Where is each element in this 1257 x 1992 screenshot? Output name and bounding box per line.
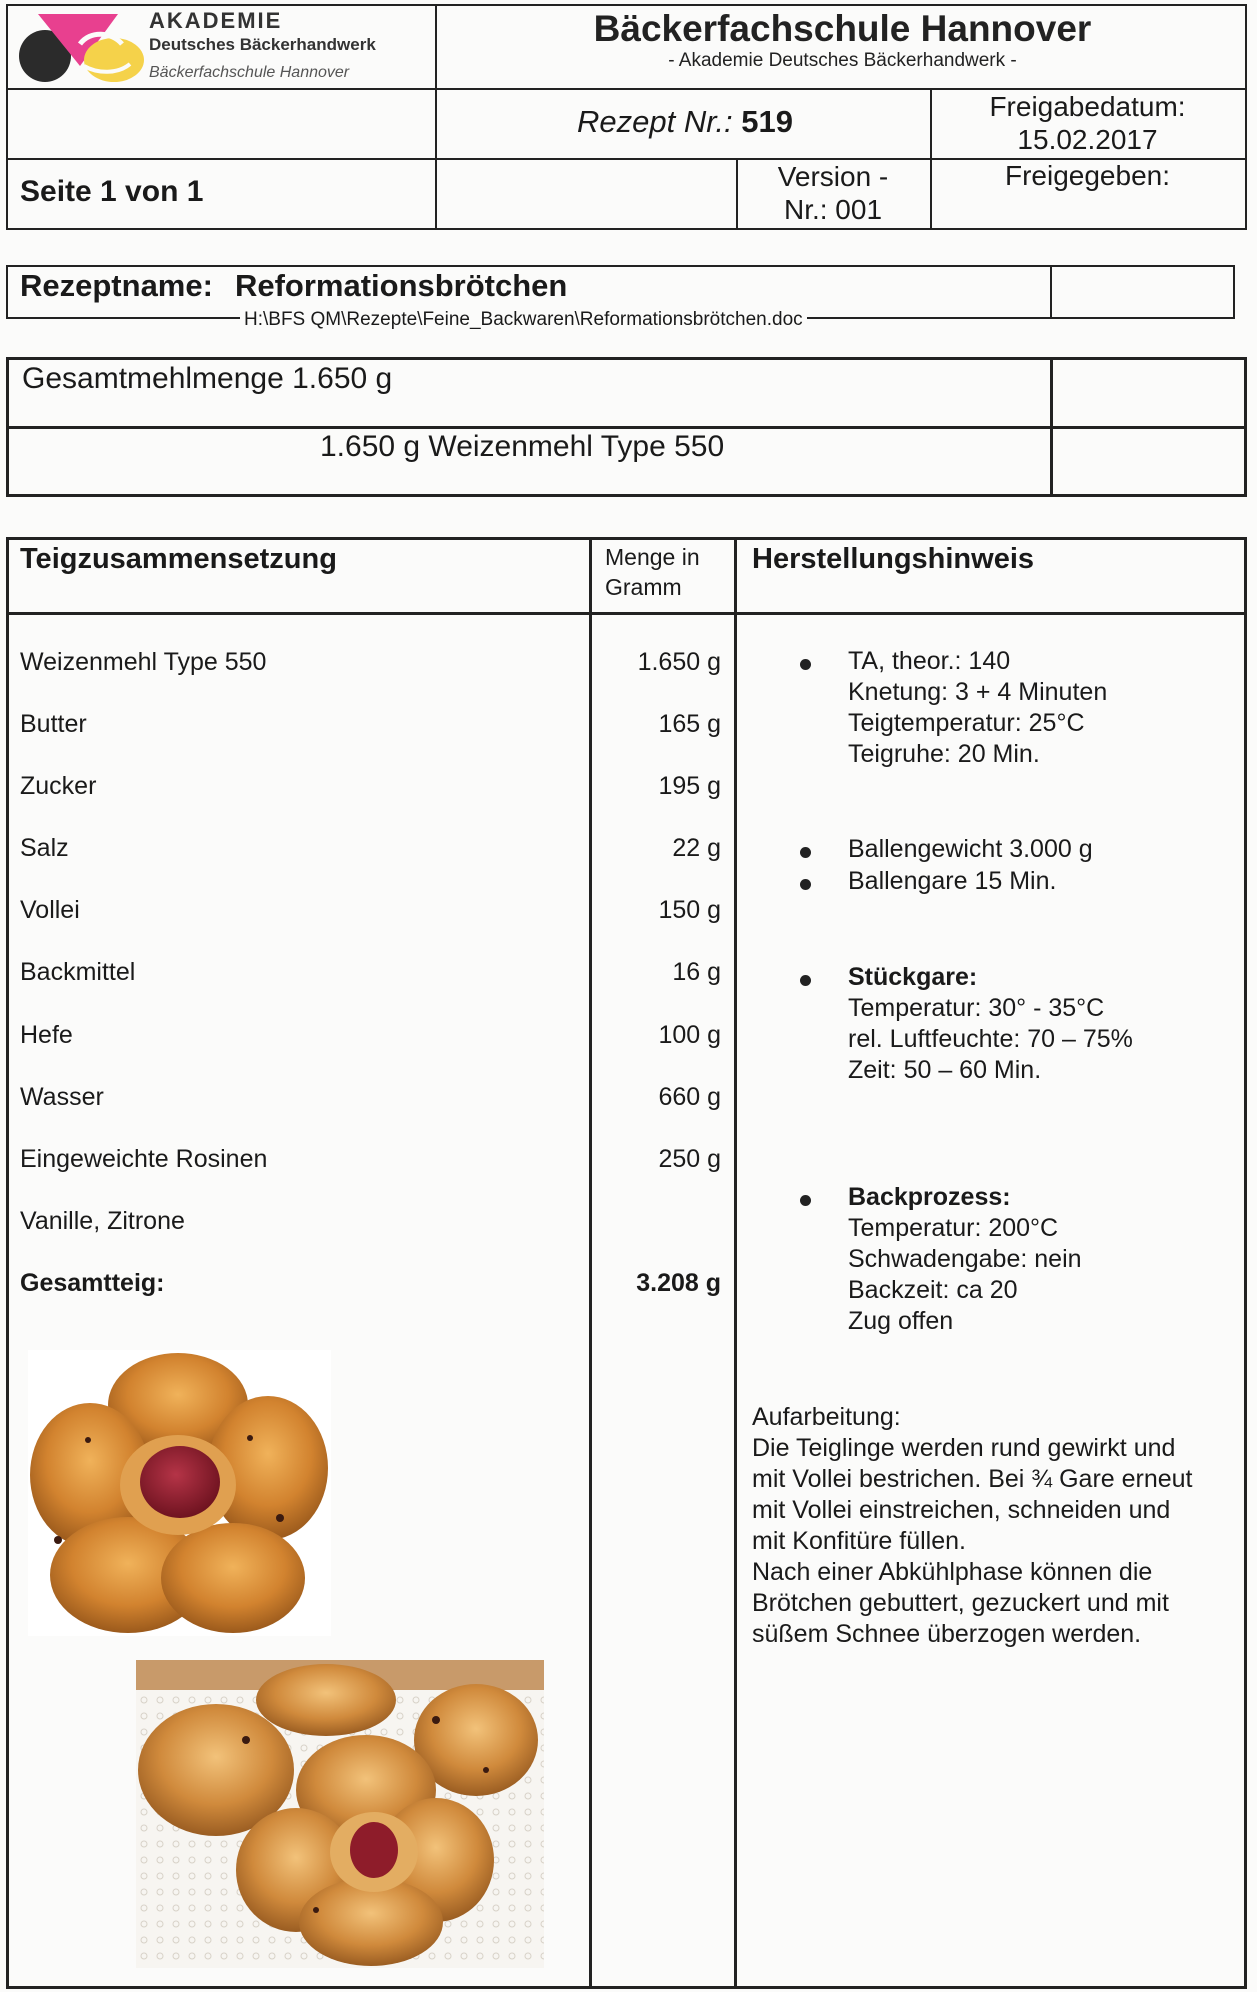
total-flour: Gesamtmehlmenge 1.650 g [22,362,393,395]
ingredient-name: Zucker [20,772,97,800]
ingredient-name: Hefe [20,1021,73,1049]
instruction-line: Teigtemperatur: 25°C [848,709,1085,737]
instruction-block [848,1182,1082,1337]
instruction-line: Backzeit: ca 20 [848,1276,1018,1304]
file-path: H:\BFS QM\Rezepte\Feine_Backwaren\Reformationsbrötchen.doc [240,309,807,331]
recipe-name-divider [1050,265,1052,319]
flour-type: 1.650 g Weizenmehl Type 550 [320,430,725,463]
ingredient-name: Eingeweichte Rosinen [20,1145,268,1173]
bullet-icon [800,659,811,670]
instruction-block [848,646,1107,770]
ingredient-name: Butter [20,710,87,738]
version-label: Version - [777,161,889,192]
column-header-amount-line: Menge in [605,544,700,570]
instruction-line: Teigruhe: 20 Min. [848,740,1040,768]
processing-line: mit Vollei bestrichen. Bei ¾ Gare erneut [752,1465,1193,1493]
ingredient-name: Backmittel [20,958,136,986]
academy-logo-icon [18,10,146,86]
bullet-icon [800,1195,811,1206]
ingredient-amount: 100 g [658,1021,721,1049]
processing-line: Brötchen gebuttert, gezuckert und mit [752,1589,1169,1617]
recipe-number-value: 519 [741,104,793,139]
ingredient-amount: 16 g [672,958,721,986]
table-column-divider [589,537,592,1989]
ingredient-name: Vanille, Zitrone [20,1207,185,1235]
version-value: Nr.: 001 [783,194,883,225]
version-number [736,160,930,226]
ingredient-name: Wasser [20,1083,104,1111]
recipe-name-value: Reformationsbrötchen [234,268,568,303]
instruction-line: Zeit: 50 – 60 Min. [848,1056,1042,1084]
ingredient-amount: 1.650 g [637,648,721,676]
instruction-line: Temperatur: 200°C [848,1214,1059,1242]
instruction-heading: Backprozess: [848,1183,1011,1211]
processing-line: Nach einer Abkühlphase können die [752,1558,1153,1586]
instruction-line: Knetung: 3 + 4 Minuten [848,678,1108,706]
processing-line: süßem Schnee überzogen werden. [752,1620,1142,1648]
header-divider [435,4,437,230]
instruction-heading: Stückgare: [848,963,978,991]
ingredient-amount: 195 g [658,772,721,800]
bullet-icon [800,847,811,858]
instruction-line: Ballengare 15 Min. [848,867,1057,895]
bullet-icon [800,879,811,890]
ingredient-amount: 22 g [672,834,721,862]
recipe-number-label: Rezept Nr.: [577,104,733,139]
ingredient-name: Salz [20,834,69,862]
instruction-line: Zug offen [848,1307,954,1335]
academy-name: - Akademie Deutsches Bäckerhandwerk - [668,50,1017,71]
recipe-name [20,268,567,304]
flour-divider [1050,357,1053,497]
instruction-block [848,962,1133,1086]
release-date [930,90,1245,156]
school-name: Bäckerfachschule Hannover [593,8,1092,49]
logo-text: Bäckerfachschule Hannover [149,64,350,81]
ingredient-name: Vollei [20,896,80,924]
bun-photo [28,1350,331,1636]
logo-text: Deutsches Bäckerhandwerk [149,35,376,54]
processing-line: mit Vollei einstreichen, schneiden und [752,1496,1171,1524]
buns-group-photo [136,1660,544,1968]
instruction-line: Temperatur: 30° - 35°C [848,994,1105,1022]
table-column-divider [734,537,737,1989]
released-by-label: Freigegeben: [1004,160,1170,191]
column-header-amount-line: Gramm [605,574,682,600]
table-header-divider [6,612,1247,615]
page-indicator: Seite 1 von 1 [20,175,204,208]
processing-line: Die Teiglinge werden rund gewirkt und [752,1434,1176,1462]
ingredient-name: Weizenmehl Type 550 [20,648,267,676]
recipe-name-label: Rezeptname: [20,268,213,303]
column-header-amount [605,542,700,602]
flour-divider [6,426,1247,429]
release-date-value: 15.02.2017 [1017,124,1158,155]
total-dough-label: Gesamtteig: [20,1269,165,1297]
instruction-line: rel. Luftfeuchte: 70 – 75% [848,1025,1133,1053]
instruction-line: TA, theor.: 140 [848,647,1011,675]
recipe-number [440,104,930,140]
instruction-line: Schwadengabe: nein [848,1245,1082,1273]
total-dough-amount: 3.208 g [636,1269,721,1297]
ingredient-amount: 660 g [658,1083,721,1111]
instruction-line: Ballengewicht 3.000 g [848,835,1093,863]
processing-notes [752,1402,1232,1650]
processing-line: mit Konfitüre füllen. [752,1527,966,1555]
column-header-composition: Teigzusammensetzung [20,543,337,575]
ingredient-amount: 250 g [658,1145,721,1173]
processing-line: Aufarbeitung: [752,1403,901,1431]
release-date-label: Freigabedatum: [989,91,1186,122]
bullet-icon [800,975,811,986]
logo-text: AKADEMIE [149,8,283,33]
ingredient-amount: 150 g [658,896,721,924]
ingredient-amount: 165 g [658,710,721,738]
column-header-instructions: Herstellungshinweis [752,543,1035,575]
